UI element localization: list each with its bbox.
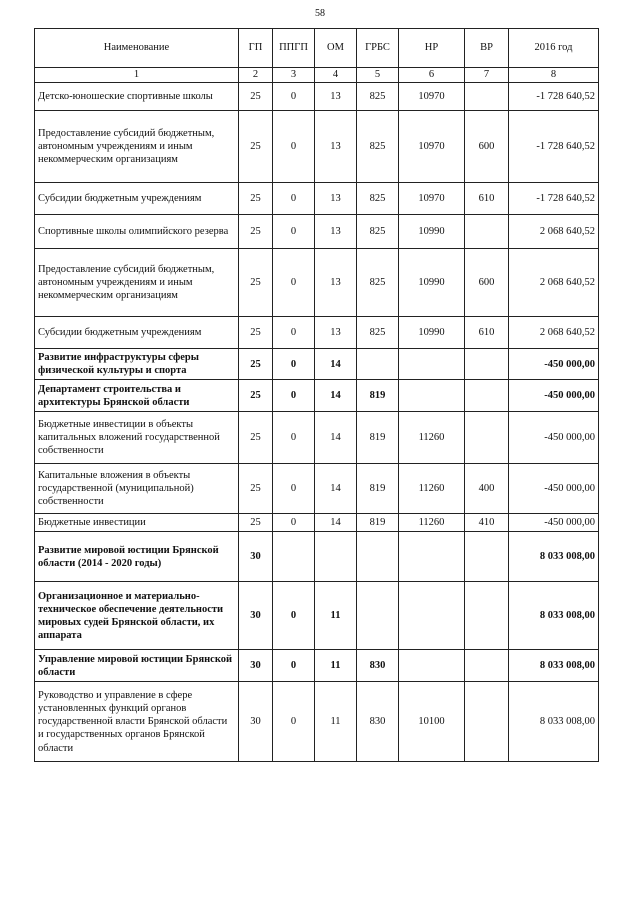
table-row bbox=[35, 349, 599, 380]
row-nr bbox=[399, 532, 465, 582]
row-vr: 600 bbox=[465, 111, 509, 183]
header-om: ОМ bbox=[315, 29, 357, 68]
row-om: 13 bbox=[315, 183, 357, 215]
row-om: 11 bbox=[315, 582, 357, 650]
row-nr: 10970 bbox=[399, 83, 465, 111]
table-row bbox=[35, 682, 599, 762]
row-gp: 25 bbox=[239, 412, 273, 464]
row-gp: 25 bbox=[239, 380, 273, 412]
row-ppgp: 0 bbox=[273, 349, 315, 380]
row-vr: 410 bbox=[465, 514, 509, 532]
header-year: 2016 год bbox=[509, 29, 599, 68]
column-number: 4 bbox=[315, 68, 357, 83]
row-nr bbox=[399, 380, 465, 412]
row-grbs: 825 bbox=[357, 215, 399, 249]
row-gp: 25 bbox=[239, 464, 273, 514]
row-om: 13 bbox=[315, 83, 357, 111]
budget-table bbox=[34, 28, 599, 762]
row-name: Капитальные вложения в объекты государственной (муниципальной) собственности bbox=[35, 464, 239, 514]
row-grbs: 825 bbox=[357, 249, 399, 317]
table-row bbox=[35, 412, 599, 464]
row-nr: 11260 bbox=[399, 464, 465, 514]
row-om: 11 bbox=[315, 650, 357, 682]
row-gp: 25 bbox=[239, 183, 273, 215]
table-row bbox=[35, 183, 599, 215]
row-name: Организационное и материально-техническое обеспечение деятельности мировых судей Брянской области, их аппарата bbox=[35, 582, 239, 650]
row-gp: 30 bbox=[239, 532, 273, 582]
row-ppgp: 0 bbox=[273, 183, 315, 215]
table-row bbox=[35, 317, 599, 349]
row-gp: 25 bbox=[239, 83, 273, 111]
row-gp: 25 bbox=[239, 317, 273, 349]
row-grbs bbox=[357, 582, 399, 650]
row-amount: 8 033 008,00 bbox=[509, 682, 599, 762]
row-om: 13 bbox=[315, 215, 357, 249]
row-name: Спортивные школы олимпийского резерва bbox=[35, 215, 239, 249]
column-number: 3 bbox=[273, 68, 315, 83]
table-row bbox=[35, 532, 599, 582]
row-name: Бюджетные инвестиции bbox=[35, 514, 239, 532]
row-nr: 10970 bbox=[399, 183, 465, 215]
row-ppgp: 0 bbox=[273, 249, 315, 317]
row-amount: -450 000,00 bbox=[509, 464, 599, 514]
row-nr bbox=[399, 650, 465, 682]
row-ppgp: 0 bbox=[273, 514, 315, 532]
row-om: 14 bbox=[315, 514, 357, 532]
header-vr: ВР bbox=[465, 29, 509, 68]
row-vr bbox=[465, 682, 509, 762]
column-number: 2 bbox=[239, 68, 273, 83]
row-nr bbox=[399, 349, 465, 380]
row-om: 14 bbox=[315, 380, 357, 412]
table-row bbox=[35, 514, 599, 532]
column-number: 5 bbox=[357, 68, 399, 83]
table-row bbox=[35, 464, 599, 514]
row-amount: 2 068 640,52 bbox=[509, 249, 599, 317]
row-grbs: 825 bbox=[357, 111, 399, 183]
row-ppgp: 0 bbox=[273, 582, 315, 650]
row-name: Руководство и управление в сфере установленных функций органов государственной власти Брянской области и государственных органов Брянской области bbox=[35, 682, 239, 762]
row-nr: 10990 bbox=[399, 249, 465, 317]
row-grbs: 819 bbox=[357, 514, 399, 532]
row-name: Детско-юношеские спортивные школы bbox=[35, 83, 239, 111]
row-vr bbox=[465, 349, 509, 380]
row-amount: -450 000,00 bbox=[509, 514, 599, 532]
column-number-row bbox=[35, 68, 599, 83]
page-number: 58 bbox=[315, 8, 325, 19]
row-gp: 25 bbox=[239, 514, 273, 532]
row-amount: -1 728 640,52 bbox=[509, 83, 599, 111]
column-number: 1 bbox=[35, 68, 239, 83]
row-om: 13 bbox=[315, 111, 357, 183]
table-row bbox=[35, 582, 599, 650]
row-amount: 8 033 008,00 bbox=[509, 582, 599, 650]
column-number: 8 bbox=[509, 68, 599, 83]
row-gp: 30 bbox=[239, 682, 273, 762]
table-row bbox=[35, 215, 599, 249]
row-ppgp bbox=[273, 532, 315, 582]
row-vr: 610 bbox=[465, 183, 509, 215]
row-om: 11 bbox=[315, 682, 357, 762]
row-ppgp: 0 bbox=[273, 412, 315, 464]
row-amount: -450 000,00 bbox=[509, 412, 599, 464]
row-ppgp: 0 bbox=[273, 650, 315, 682]
row-amount: 8 033 008,00 bbox=[509, 532, 599, 582]
table-body bbox=[35, 83, 599, 762]
row-ppgp: 0 bbox=[273, 317, 315, 349]
header-nr: НР bbox=[399, 29, 465, 68]
row-vr bbox=[465, 582, 509, 650]
row-name: Развитие инфраструктуры сферы физической культуры и спорта bbox=[35, 349, 239, 380]
row-ppgp: 0 bbox=[273, 464, 315, 514]
table-row bbox=[35, 83, 599, 111]
row-gp: 25 bbox=[239, 349, 273, 380]
table-row bbox=[35, 249, 599, 317]
row-name: Предоставление субсидий бюджетным, автономным учреждениям и иным некоммерческим организациям bbox=[35, 111, 239, 183]
row-nr: 10990 bbox=[399, 317, 465, 349]
row-nr: 10970 bbox=[399, 111, 465, 183]
row-grbs: 825 bbox=[357, 317, 399, 349]
row-grbs: 825 bbox=[357, 83, 399, 111]
row-nr: 11260 bbox=[399, 514, 465, 532]
row-grbs: 819 bbox=[357, 464, 399, 514]
row-amount: 2 068 640,52 bbox=[509, 317, 599, 349]
header-row bbox=[35, 29, 599, 68]
row-vr bbox=[465, 650, 509, 682]
row-name: Бюджетные инвестиции в объекты капитальных вложений государственной собственности bbox=[35, 412, 239, 464]
row-om: 13 bbox=[315, 249, 357, 317]
row-name: Субсидии бюджетным учреждениям bbox=[35, 317, 239, 349]
table-row bbox=[35, 650, 599, 682]
row-amount: -450 000,00 bbox=[509, 349, 599, 380]
table-row bbox=[35, 380, 599, 412]
row-gp: 30 bbox=[239, 650, 273, 682]
row-nr bbox=[399, 582, 465, 650]
row-nr: 10990 bbox=[399, 215, 465, 249]
column-number: 7 bbox=[465, 68, 509, 83]
row-vr bbox=[465, 380, 509, 412]
row-amount: -1 728 640,52 bbox=[509, 183, 599, 215]
row-gp: 25 bbox=[239, 215, 273, 249]
row-om: 13 bbox=[315, 317, 357, 349]
row-om: 14 bbox=[315, 464, 357, 514]
row-grbs bbox=[357, 532, 399, 582]
table-row bbox=[35, 111, 599, 183]
row-name: Развитие мировой юстиции Брянской области (2014 - 2020 годы) bbox=[35, 532, 239, 582]
row-grbs: 830 bbox=[357, 682, 399, 762]
header-grbs: ГРБС bbox=[357, 29, 399, 68]
row-amount: -450 000,00 bbox=[509, 380, 599, 412]
row-vr bbox=[465, 83, 509, 111]
row-vr bbox=[465, 215, 509, 249]
row-gp: 25 bbox=[239, 249, 273, 317]
row-om: 14 bbox=[315, 412, 357, 464]
column-number: 6 bbox=[399, 68, 465, 83]
header-name: Наименование bbox=[35, 29, 239, 68]
row-name: Субсидии бюджетным учреждениям bbox=[35, 183, 239, 215]
row-ppgp: 0 bbox=[273, 215, 315, 249]
row-vr bbox=[465, 412, 509, 464]
row-amount: 2 068 640,52 bbox=[509, 215, 599, 249]
row-om: 14 bbox=[315, 349, 357, 380]
row-grbs: 830 bbox=[357, 650, 399, 682]
row-ppgp: 0 bbox=[273, 682, 315, 762]
header-ppgp: ППГП bbox=[273, 29, 315, 68]
row-amount: 8 033 008,00 bbox=[509, 650, 599, 682]
row-nr: 11260 bbox=[399, 412, 465, 464]
row-ppgp: 0 bbox=[273, 111, 315, 183]
row-grbs: 819 bbox=[357, 412, 399, 464]
row-om bbox=[315, 532, 357, 582]
row-name: Управление мировой юстиции Брянской области bbox=[35, 650, 239, 682]
row-grbs: 819 bbox=[357, 380, 399, 412]
row-gp: 30 bbox=[239, 582, 273, 650]
row-name: Департамент строительства и архитектуры Брянской области bbox=[35, 380, 239, 412]
row-vr: 600 bbox=[465, 249, 509, 317]
row-grbs bbox=[357, 349, 399, 380]
row-vr: 610 bbox=[465, 317, 509, 349]
row-ppgp: 0 bbox=[273, 83, 315, 111]
row-name: Предоставление субсидий бюджетным, автономным учреждениям и иным некоммерческим организациям bbox=[35, 249, 239, 317]
row-ppgp: 0 bbox=[273, 380, 315, 412]
row-grbs: 825 bbox=[357, 183, 399, 215]
row-vr: 400 bbox=[465, 464, 509, 514]
row-gp: 25 bbox=[239, 111, 273, 183]
row-nr: 10100 bbox=[399, 682, 465, 762]
row-amount: -1 728 640,52 bbox=[509, 111, 599, 183]
header-gp: ГП bbox=[239, 29, 273, 68]
row-vr bbox=[465, 532, 509, 582]
